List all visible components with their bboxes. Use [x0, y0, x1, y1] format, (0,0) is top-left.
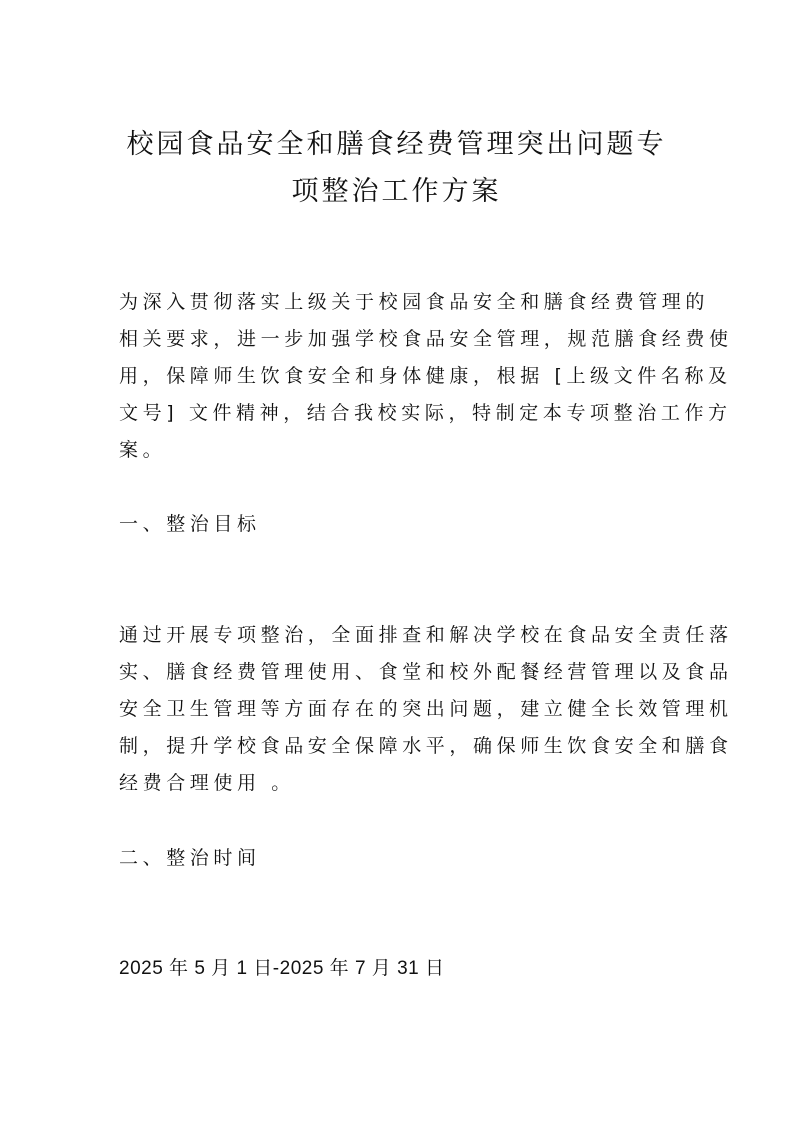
paragraph-line: 文号] 文件精神，结合我校实际，特制定本专项整治工作方	[119, 402, 732, 424]
paragraph-line: 通过开展专项整治，全面排查和解决学校在食品安全责任落	[119, 624, 733, 646]
document-title-line-2: 项整治工作方案	[291, 176, 502, 207]
paragraph-line: 用，保障师生饮食安全和身体健康，根据 [上级文件名称及	[119, 365, 732, 387]
paragraph-line: 制，提升学校食品安全保障水平，确保师生饮食安全和膳食	[119, 735, 733, 757]
paragraph-line: 安全卫生管理等方面存在的突出问题，建立健全长效管理机	[119, 698, 733, 720]
paragraph-line: 实、膳食经费管理使用、食堂和校外配餐经营管理以及食品	[119, 661, 733, 683]
paragraph-line: 相关要求，进一步加强学校食品安全管理，规范膳食经费使	[119, 328, 733, 350]
period-text: 2025 年 5 月 1 日-2025 年 7 月 31 日	[119, 958, 445, 979]
paragraph-line: 经费合理使用 。	[119, 772, 295, 794]
section-heading-goals: 一、整治目标	[119, 513, 261, 535]
paragraph-line: 为深入贯彻落实上级关于校园食品安全和膳食经费管理的	[119, 291, 710, 313]
document-title-line-1: 校园食品安全和膳食经费管理突出问题专	[126, 129, 667, 160]
section-heading-period: 二、整治时间	[119, 847, 261, 869]
paragraph-line: 案。	[119, 439, 167, 461]
